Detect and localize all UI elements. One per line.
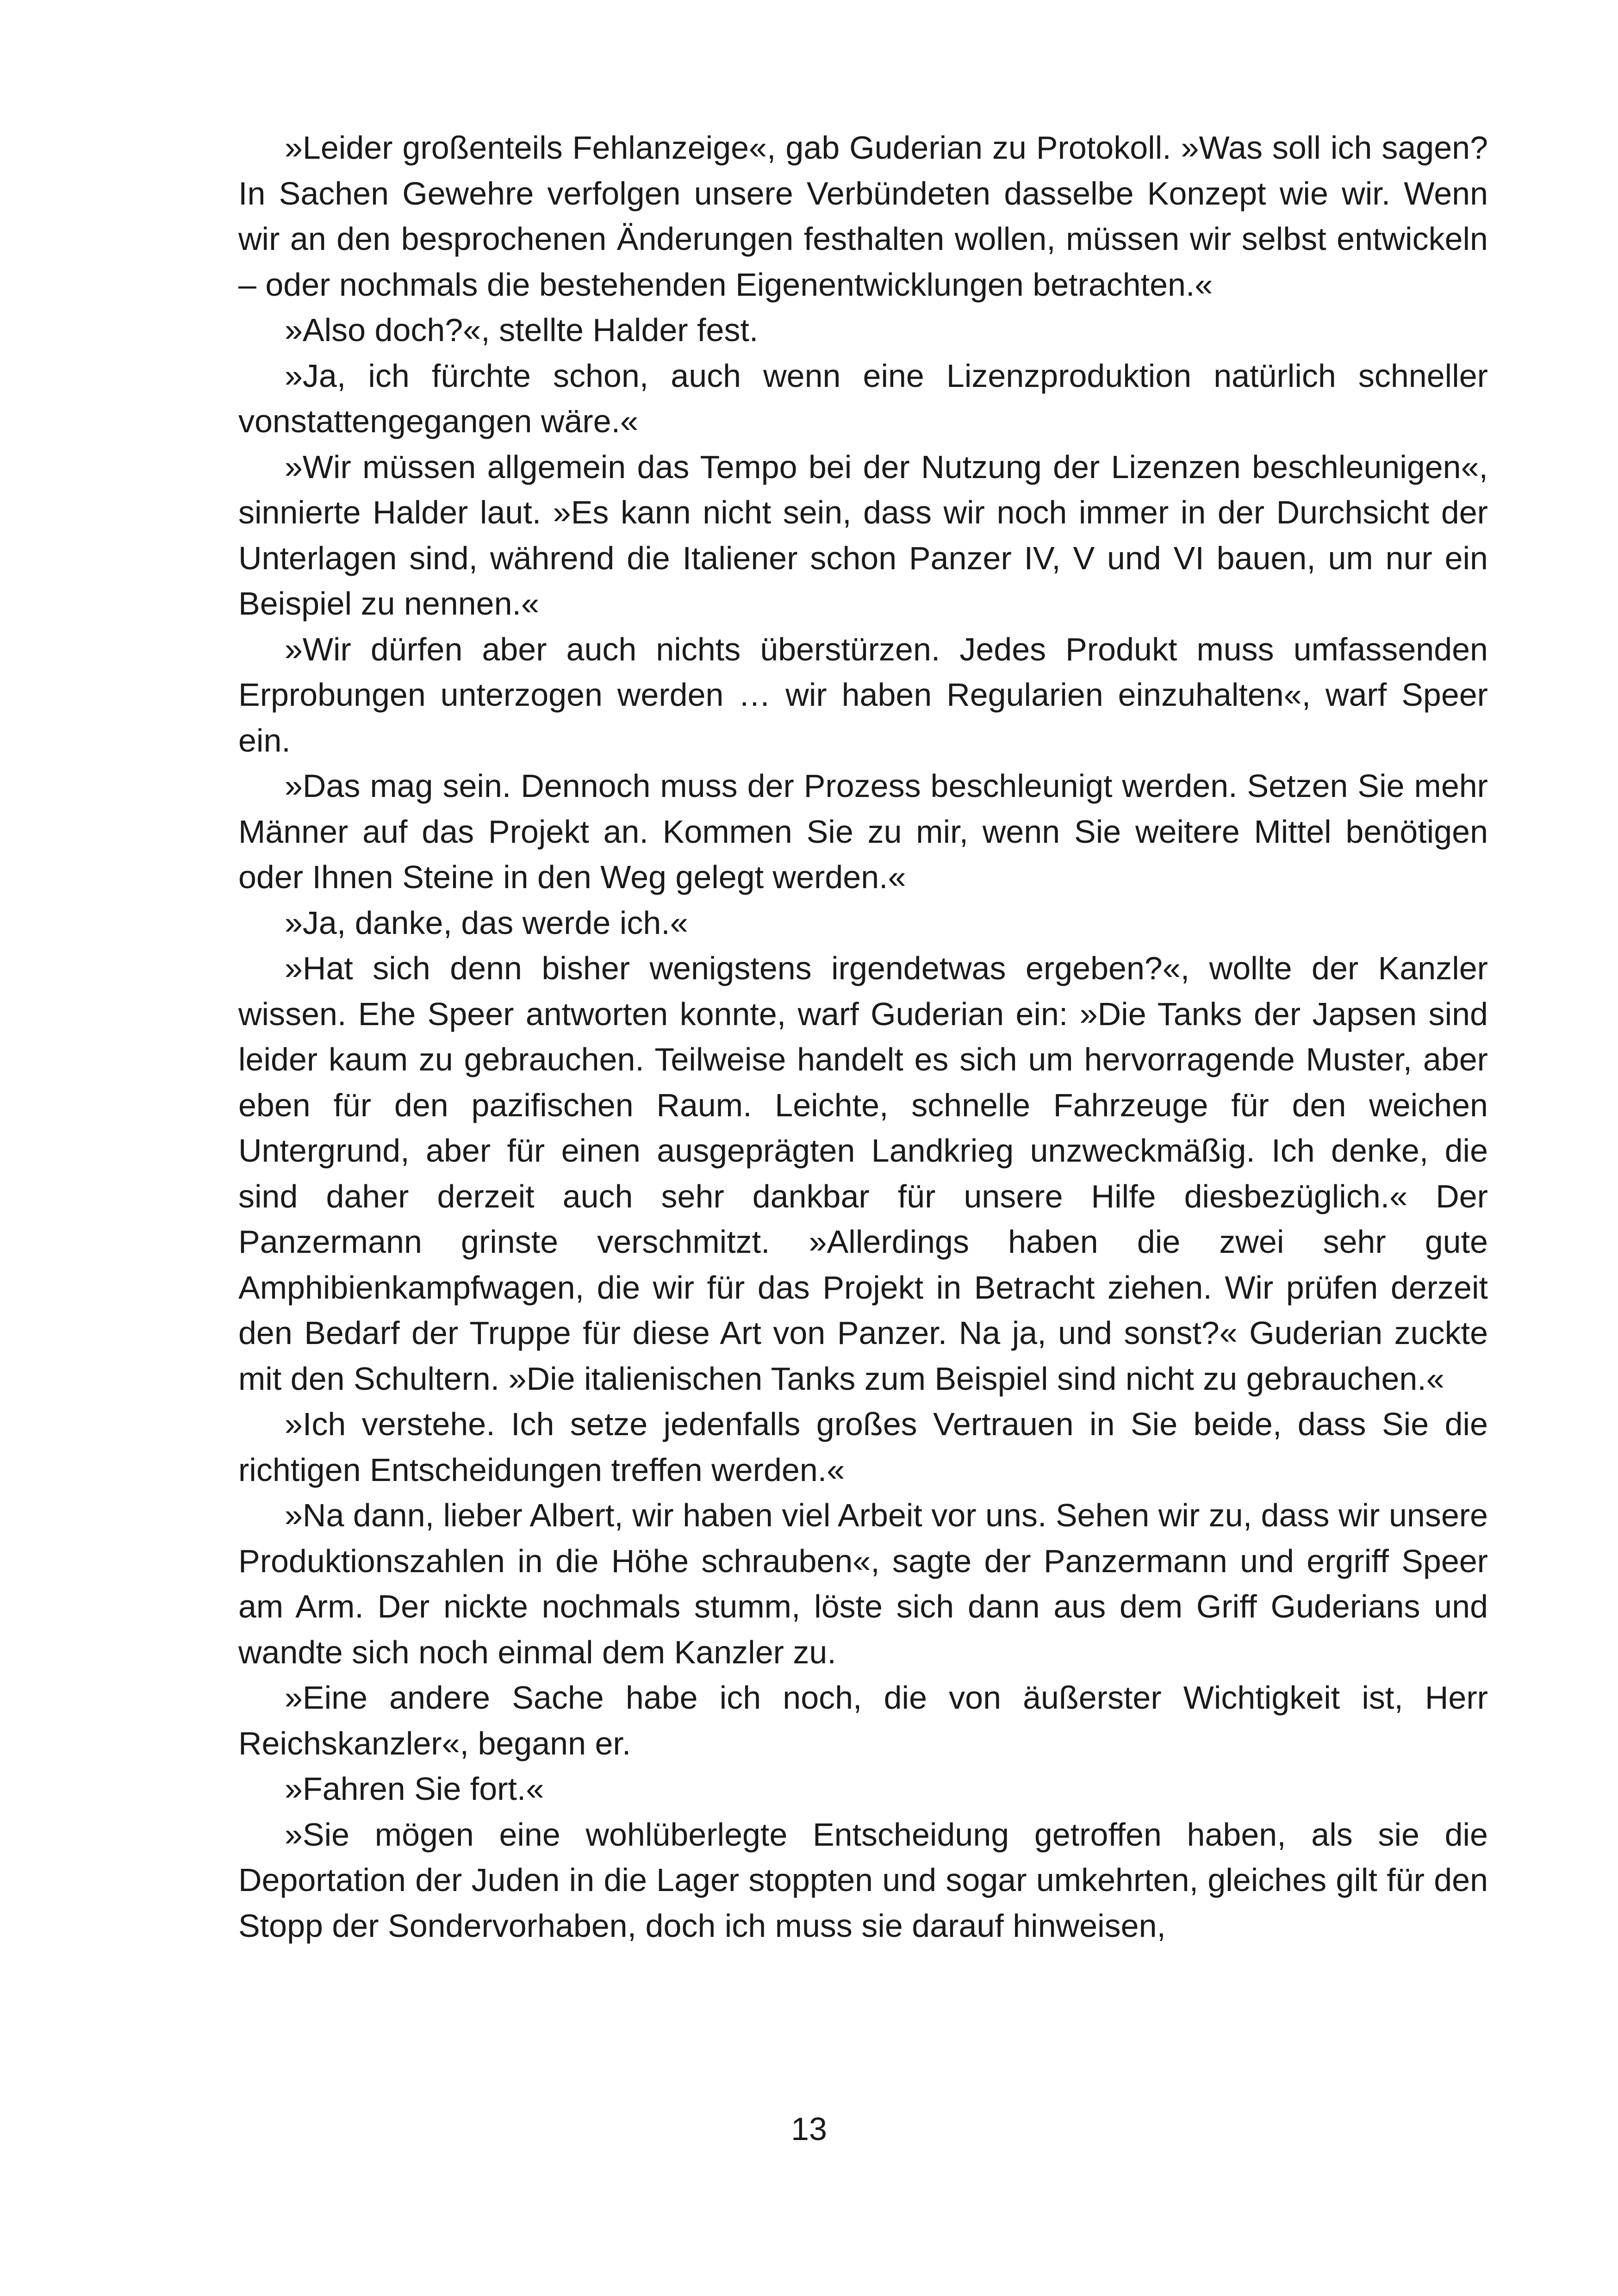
page-number: 13: [791, 2111, 827, 2147]
paragraph-13: »Sie mögen eine wohlüberlegte Entscheidung getroffen haben, als sie die Deportation der Juden in die Lager stoppten und sogar umkehrten, gleiches gilt für den Stopp der Sondervorhaben, doch ich muss sie darauf hinweisen,: [238, 1816, 1488, 1944]
paragraph-10: »Na dann, lieber Albert, wir haben viel Arbeit vor uns. Sehen wir zu, dass wir unsere Produktionszahlen in die Höhe schrauben«, sagte der Panzermann und ergriff Speer am Arm. Der nickte nochmals stumm, löste sich dann aus dem Griff Guderians und wandte sich noch einmal dem Kanzler zu.: [238, 1497, 1488, 1670]
paragraph-4: »Wir müssen allgemein das Tempo bei der Nutzung der Lizenzen beschleunigen«, sinnierte Halder laut. »Es kann nicht sein, dass wir noch immer in der Durchsicht der Unterlagen sind, während die Italiener schon Panzer IV, V und VI bauen, um nur ein Beispiel zu nennen.«: [238, 448, 1488, 622]
paragraph-5: »Wir dürfen aber auch nichts überstürzen. Jedes Produkt muss umfassenden Erprobungen unterzogen werden … wir haben Regularien einzuhalten«, warf Speer ein.: [238, 631, 1488, 759]
paragraph-3: »Ja, ich fürchte schon, auch wenn eine Lizenzproduktion natürlich schneller vonstattengegangen wäre.«: [238, 357, 1488, 439]
paragraph-12: »Fahren Sie fort.«: [285, 1771, 544, 1807]
paragraph-7: »Ja, danke, das werde ich.«: [285, 904, 688, 941]
paragraph-2: »Also doch?«, stellte Halder fest.: [285, 312, 759, 348]
paragraph-6: »Das mag sein. Dennoch muss der Prozess beschleunigt werden. Setzen Sie mehr Männer auf das Projekt an. Kommen Sie zu mir, wenn Sie weitere Mittel benötigen oder Ihnen Steine in den Weg gelegt werden.«: [238, 768, 1488, 895]
paragraph-1: »Leider großenteils Fehlanzeige«, gab Guderian zu Protokoll. »Was soll ich sagen? In Sachen Gewehre verfolgen unsere Verbündeten dasselbe Konzept wie wir. Wenn wir an den besprochenen Änderungen festhalten wollen, müssen wir selbst entwickeln – oder nochmals die bestehenden Eigenentwicklungen betrachten.«: [238, 130, 1488, 303]
paragraph-9: »Ich verstehe. Ich setze jedenfalls großes Vertrauen in Sie beide, dass Sie die richtigen Entscheidungen treffen werden.«: [238, 1406, 1488, 1488]
page-body: [238, 125, 1488, 1948]
paragraph-11: »Eine andere Sache habe ich noch, die von äußerster Wichtigkeit ist, Herr Reichskanzler«, begann er.: [238, 1680, 1488, 1761]
paragraph-8: »Hat sich denn bisher wenigstens irgendetwas ergeben?«, wollte der Kanzler wissen. Ehe Speer antworten konnte, warf Guderian ein: »Die Tanks der Japsen sind leider kaum zu gebrauchen. Teilweise handelt es sich um hervorragende Muster, aber eben für den pazifischen Raum. Leichte, schnelle Fahrzeuge für den weichen Untergrund, aber für einen ausgeprägten Landkrieg unzweckmäßig. Ich denke, die sind daher derzeit auch sehr dankbar für unsere Hilfe diesbezüglich.« Der Panzermann grinste verschmitzt. »Allerdings haben die zwei sehr gute Amphibienkampfwagen, die wir für das Projekt in Betracht ziehen. Wir prüfen derzeit den Bedarf der Truppe für diese Art von Panzer. Na ja, und sonst?« Guderian zuckte mit den Schultern. »Die italienischen Tanks zum Beispiel sind nicht zu gebrauchen.«: [238, 950, 1488, 1397]
